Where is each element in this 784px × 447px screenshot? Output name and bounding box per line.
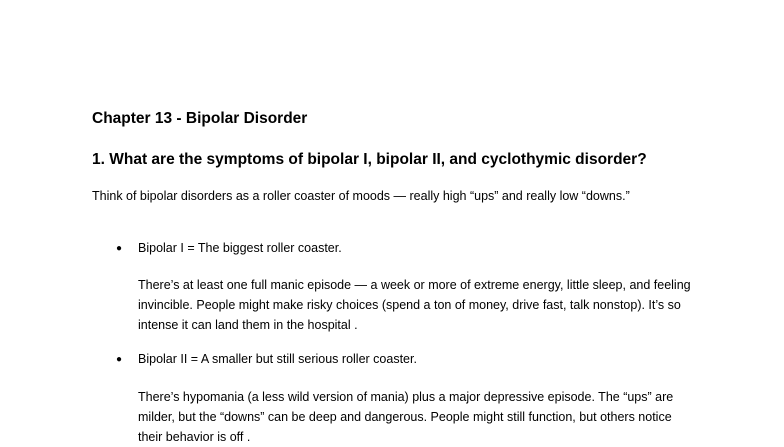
chapter-title: Chapter 13 - Bipolar Disorder: [92, 110, 308, 127]
bullet-heading: Bipolar I = The biggest roller coaster.: [138, 241, 342, 255]
bullet-body: There’s hypomania (a less wild version of mania) plus a major depressive episode. The “ups” are milder, but the “downs” can be deep and dangerous. People might still function, but others notice their behavior is off .: [138, 390, 674, 444]
question-heading: 1. What are the symptoms of bipolar I, bipolar II, and cyclothymic disorder?: [92, 151, 647, 168]
bullet-dot-icon: ●: [116, 354, 123, 365]
bullet-dot-icon: ●: [116, 243, 123, 254]
bullet-body: There’s at least one full manic episode — a week or more of extreme energy, little sleep, and feeling invincible. People might make risky choices (spend a ton of money, drive fast, talk nonstop). It’s so intense it can land them in the hospital .: [138, 278, 691, 332]
bullet-heading: Bipolar II = A smaller but still serious roller coaster.: [138, 352, 417, 366]
intro-paragraph: Think of bipolar disorders as a roller coaster of moods — really high “ups” and really low “downs.”: [92, 189, 630, 203]
